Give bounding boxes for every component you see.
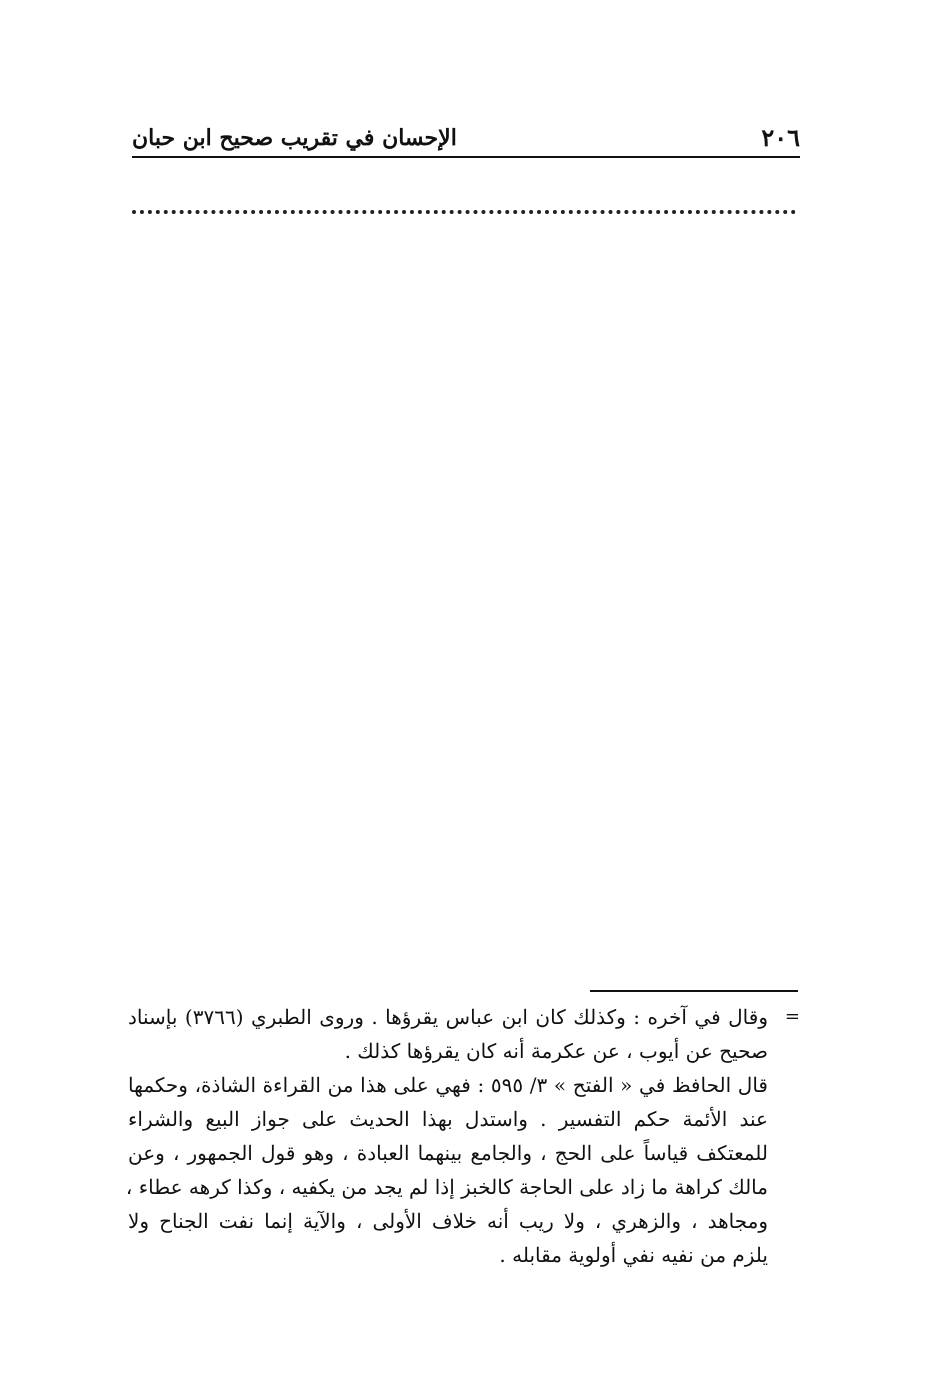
footnote-line: للمعتكف قياساً على الحج ، والجامع بينهما العبادة ، وهو قول الجمهور ، وعن (128, 1141, 768, 1165)
running-title: الإحسان في تقريب صحيح ابن حبان (132, 125, 457, 151)
footnote-line (128, 1000, 800, 1034)
footnote-line: صحيح عن أيوب ، عن عكرمة أنه كان يقرؤها كذلك . (344, 1039, 768, 1063)
footnote-line: ومجاهد ، والزهري ، ولا ريب أنه خلاف الأولى ، والآية إنما نفت الجناح ولا (128, 1209, 768, 1233)
footnote-line: مالك كراهة ما زاد على الحاجة كالخبز إذا لم يجد من يكفيه ، وكذا كرهه عطاء ، (125, 1175, 768, 1199)
footnote-separator-rule (590, 990, 798, 992)
page-header (132, 118, 800, 158)
footnote-block (125, 1000, 800, 1272)
footnote-line: قال الحافظ في « الفتح » ٣/ ٥٩٥ : فهي على هذا من القراءة الشاذة، وحكمها (128, 1073, 768, 1097)
footnote-line: يلزم من نفيه نفي أولوية مقابله . (499, 1243, 768, 1267)
continuation-marker: = (784, 1006, 800, 1027)
footnote-line: عند الأئمة حكم التفسير . واستدل بهذا الحديث على جواز البيع والشراء (128, 1107, 768, 1131)
header-rule (132, 156, 800, 158)
page-number: ٢٠٦ (761, 123, 800, 152)
footnote-line-text: وقال في آخره : وكذلك كان ابن عباس يقرؤها . وروى الطبري (٣٧٦٦) بإسناد (128, 1005, 768, 1029)
ellipsis-dotted-line (132, 210, 796, 214)
